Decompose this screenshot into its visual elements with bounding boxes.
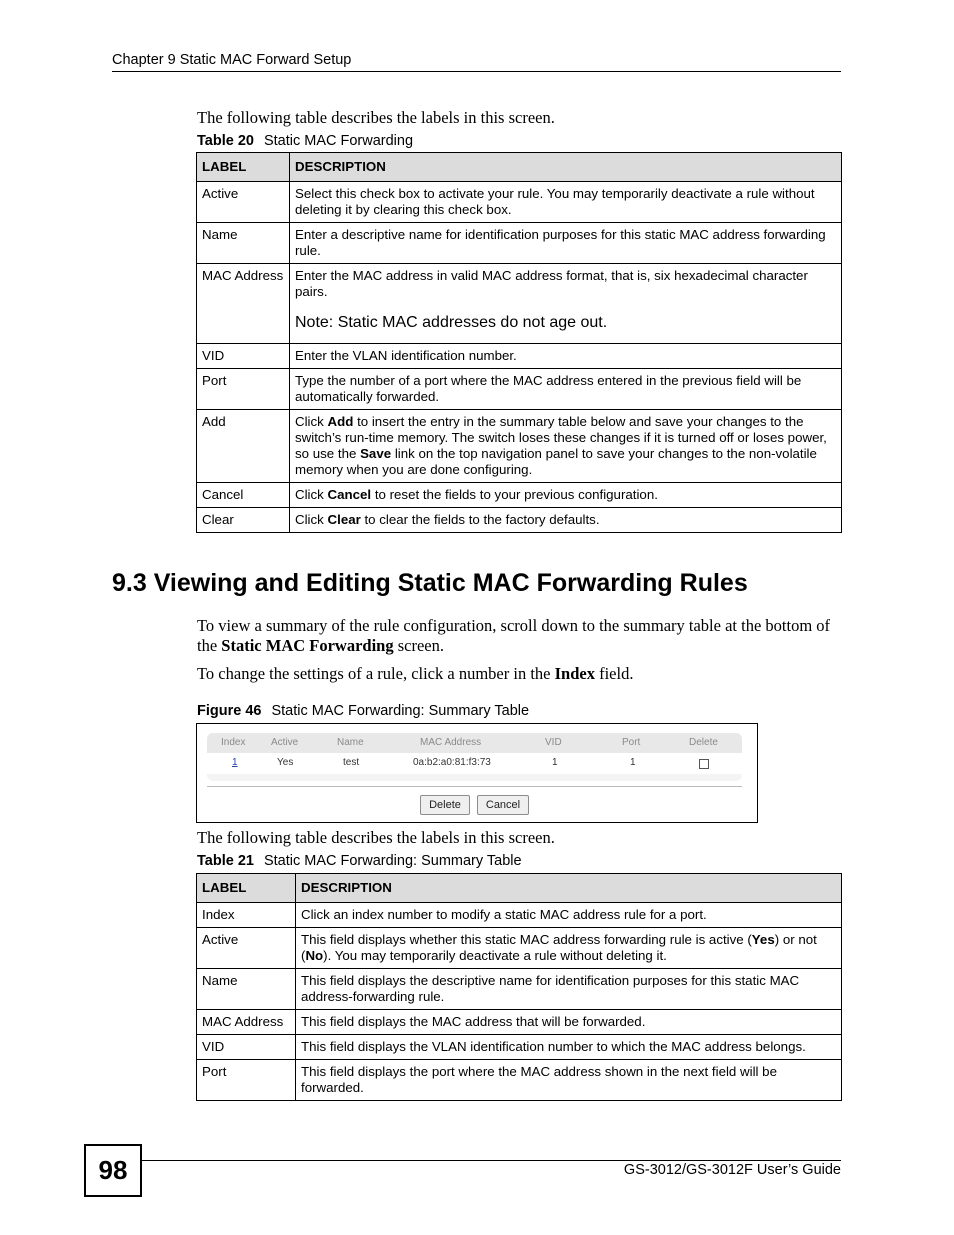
- table-21-caption: Table 21 Static MAC Forwarding: Summary Table: [197, 853, 522, 869]
- figure-46-screenshot: [196, 723, 758, 823]
- table-row: Index Click an index number to modify a static MAC address rule for a port.: [197, 903, 842, 928]
- col-label-header: LABEL: [197, 874, 296, 903]
- table-row: MAC Address Enter the MAC address in valid MAC address format, that is, six hexadecimal character pairs. Note: Static MAC addresses do not age out.: [197, 264, 842, 344]
- table-row: VID Enter the VLAN identification number.: [197, 344, 842, 369]
- name-value: test: [343, 757, 360, 768]
- running-header: Chapter 9 Static MAC Forward Setup: [112, 52, 352, 68]
- intro-paragraph-1: The following table describes the labels in this screen.: [197, 108, 555, 127]
- section-paragraph-1: To view a summary of the rule configuration, scroll down to the summary table at the bottom of the Static MAC Forwarding screen.: [197, 616, 831, 655]
- table-header-row: [197, 153, 842, 182]
- table-header-row: [197, 874, 842, 903]
- section-heading: 9.3 Viewing and Editing Static MAC Forwarding Rules: [112, 569, 748, 597]
- table-row: MAC Address This field displays the MAC address that will be forwarded.: [197, 1010, 842, 1035]
- table-row: Add Click Add to insert the entry in the summary table below and save your changes to the switch’s run-time memory. The switch loses these changes if it is turned off or loses power, so use the Save link on the top navigation panel to save your changes to the non-volatile memory when you are done configuring.: [197, 410, 842, 483]
- table-20-caption: Table 20 Static MAC Forwarding: [197, 133, 414, 149]
- section-paragraph-2: To change the settings of a rule, click a number in the Index field.: [197, 664, 634, 683]
- vid-value: 1: [552, 757, 558, 768]
- footer-guide-title: GS-3012/GS-3012F User’s Guide: [623, 1162, 841, 1178]
- port-value: 1: [630, 757, 636, 768]
- summary-table: [207, 733, 742, 781]
- header-vid: VID: [545, 737, 562, 748]
- index-link[interactable]: 1: [232, 757, 238, 768]
- header-active: Active: [271, 737, 299, 748]
- table-row: [207, 753, 742, 774]
- header-index: Index: [221, 737, 246, 748]
- table-20: [196, 152, 842, 533]
- table-row: Name Enter a descriptive name for identification purposes for this static MAC address forwarding rule.: [197, 223, 842, 264]
- table-21: [196, 873, 842, 1101]
- table-row: VID This field displays the VLAN identification number to which the MAC address belongs.: [197, 1035, 842, 1060]
- col-description-header: DESCRIPTION: [296, 874, 842, 903]
- note: Note: Static MAC addresses do not age out.: [295, 314, 608, 331]
- delete-checkbox[interactable]: [699, 759, 709, 769]
- table-row: Cancel Click Cancel to reset the fields to your previous configuration.: [197, 483, 842, 508]
- summary-table-header: [207, 733, 742, 753]
- footer-rule: [140, 1160, 841, 1161]
- header-rule: [112, 71, 841, 72]
- col-label-header: LABEL: [197, 153, 290, 182]
- table-row: Name This field displays the descriptive name for identification purposes for this static MAC address-forwarding rule.: [197, 969, 842, 1010]
- mac-value: 0a:b2:a0:81:f3:73: [413, 757, 491, 768]
- delete-button[interactable]: Delete: [420, 795, 470, 815]
- figure-divider: [207, 786, 742, 787]
- table-row: Active Select this check box to activate your rule. You may temporarily deactivate a rule without deleting it by clearing this check box.: [197, 182, 842, 223]
- active-value: Yes: [277, 757, 294, 768]
- page-number: 98: [84, 1144, 142, 1197]
- header-delete: Delete: [689, 737, 718, 748]
- header-port: Port: [622, 737, 641, 748]
- header-name: Name: [337, 737, 364, 748]
- intro-paragraph-2: The following table describes the labels in this screen.: [197, 828, 555, 847]
- cancel-button[interactable]: Cancel: [477, 795, 529, 815]
- table-row: Clear Click Clear to clear the fields to the factory defaults.: [197, 508, 842, 533]
- table-row: Port This field displays the port where the MAC address shown in the next field will be forwarded.: [197, 1060, 842, 1101]
- header-mac-address: MAC Address: [420, 737, 482, 748]
- table-row: Port Type the number of a port where the MAC address entered in the previous field will be automatically forwarded.: [197, 369, 842, 410]
- figure-46-caption: Figure 46 Static MAC Forwarding: Summary Table: [197, 703, 530, 719]
- table-row: Active This field displays whether this static MAC address forwarding rule is active (Yes) or not (No). You may temporarily deactivate a rule without deleting it.: [197, 928, 842, 969]
- col-description-header: DESCRIPTION: [290, 153, 842, 182]
